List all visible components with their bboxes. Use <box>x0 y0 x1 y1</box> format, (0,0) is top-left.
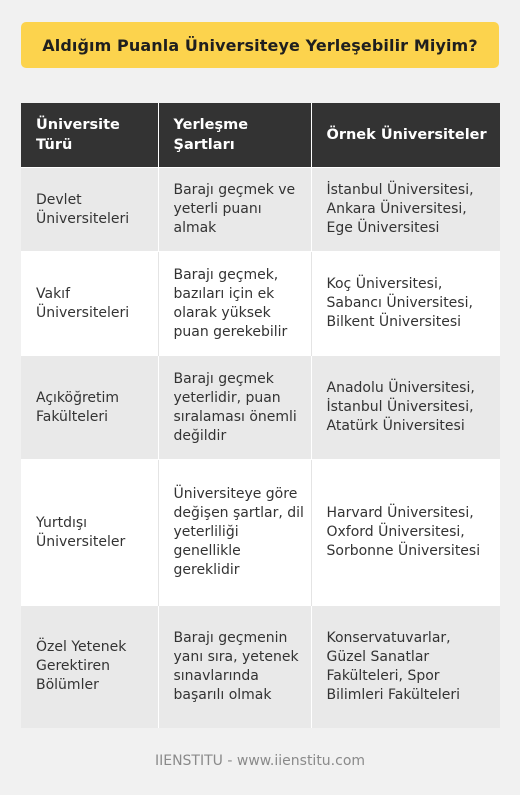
cell-placement-conditions: Barajı geçmenin yanı sıra, yetenek sınavlarında başarılı olmak <box>158 606 311 728</box>
table-row <box>21 460 500 606</box>
cell-placement-conditions: Barajı geçmek, bazıları için ek olarak yüksek puan gerekebilir <box>158 252 311 356</box>
header-university-type: Üniversite Türü <box>21 103 158 168</box>
cell-example-universities: İstanbul Üniversitesi, Ankara Üniversitesi, Ege Üniversitesi <box>311 168 500 252</box>
cell-placement-conditions: Barajı geçmek yeterlidir, puan sıralaması önemli değildir <box>158 356 311 460</box>
cell-example-universities: Harvard Üniversitesi, Oxford Üniversitesi, Sorbonne Üniversitesi <box>311 460 500 606</box>
table-row <box>21 356 500 460</box>
footer-credit: IIENSTITU - www.iienstitu.com <box>154 753 366 769</box>
table-header-row <box>21 103 500 168</box>
cell-university-type: Vakıf Üniversiteleri <box>21 252 158 356</box>
cell-example-universities: Koç Üniversitesi, Sabancı Üniversitesi, Bilkent Üniversitesi <box>311 252 500 356</box>
cell-placement-conditions: Barajı geçmek ve yeterli puanı almak <box>158 168 311 252</box>
cell-university-type: Özel Yetenek Gerektiren Bölümler <box>21 606 158 728</box>
cell-example-universities: Konservatuvarlar, Güzel Sanatlar Fakülteleri, Spor Bilimleri Fakülteleri <box>311 606 500 728</box>
cell-university-type: Devlet Üniversiteleri <box>21 168 158 252</box>
cell-example-universities: Anadolu Üniversitesi, İstanbul Üniversitesi, Atatürk Üniversitesi <box>311 356 500 460</box>
cell-university-type: Yurtdışı Üniversiteler <box>21 460 158 606</box>
page-title: Aldığım Puanla Üniversiteye Yerleşebilir Miyim? <box>42 35 478 55</box>
cell-placement-conditions: Üniversiteye göre değişen şartlar, dil yeterliliği genellikle gereklidir <box>158 460 311 606</box>
table-row <box>21 168 500 252</box>
title-banner <box>21 22 499 68</box>
table-row <box>21 252 500 356</box>
header-example-universities: Örnek Üniversiteler <box>311 103 500 168</box>
cell-university-type: Açıköğretim Fakülteleri <box>21 356 158 460</box>
header-placement-conditions: Yerleşme Şartları <box>158 103 311 168</box>
table-row <box>21 606 500 728</box>
university-table <box>21 103 500 728</box>
